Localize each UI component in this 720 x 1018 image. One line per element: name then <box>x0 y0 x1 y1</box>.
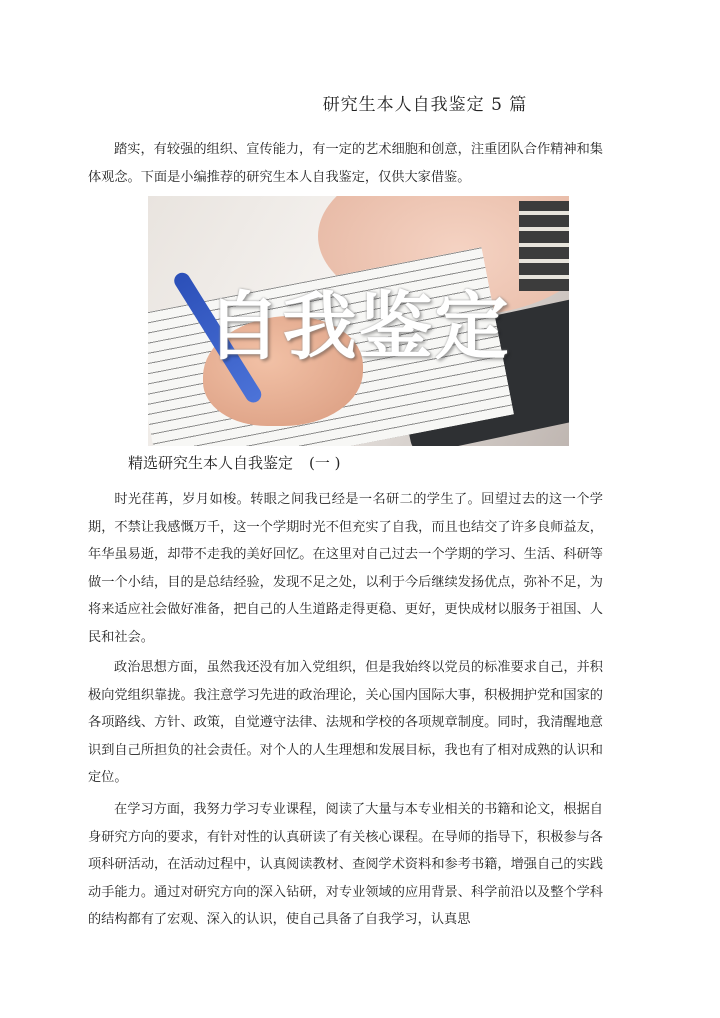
hero-overlay-text: 自我鉴定 <box>206 284 511 370</box>
body-paragraph <box>88 654 603 792</box>
paragraph-text: 时光荏苒，岁月如梭。转眼之间我已经是一名研二的学生了。回望过去的这一个学期，不禁让我感慨万千，这一个学期时光不但充实了自我，而且也结交了许多良师益友，年华虽易逝，却带不走我的美好回忆。在这里对自己过去一个学期的学习、生活、科研等做一个小结，目的是总结经验，发现不足之处，以利于今后继续发扬优点，弥补不足，为将来适应社会做好准备，把自己的人生道路走得更稳、更好，更快成材以服务于祖国、人民和社会。 <box>88 492 603 645</box>
intro-text: 踏实，有较强的组织、宣传能力，有一定的艺术细胞和创意，注重团队合作精神和集体观念。下面是小编推荐的研究生本人自我鉴定，仅供大家借鉴。 <box>88 142 603 185</box>
section-heading <box>128 452 341 473</box>
paragraph-text: 政治思想方面，虽然我还没有加入党组织，但是我始终以党员的标准要求自己，并积极向党组织靠拢。我注意学习先进的政治理论，关心国内国际大事，积极拥护党和国家的各项路线、方针、政策，自觉遵守法律、法规和学校的各项规章制度。同时，我清醒地意识到自己所担负的社会责任。对个人的人生理想和发展目标，我也有了相对成熟的认识和定位。 <box>88 660 603 785</box>
section-heading-text: 精选研究生本人自我鉴定 <box>128 454 294 472</box>
intro-paragraph <box>88 136 603 191</box>
section-heading-number: (一 ) <box>309 454 341 472</box>
paragraph-text: 在学习方面，我努力学习专业课程，阅读了大量与本专业相关的书籍和论文，根据自身研究方向的要求，有针对性的认真研读了有关核心课程。在导师的指导下，积极参与各项科研活动，在活动过程中，认真阅读教材、查阅学术资料和参考书籍，增强自己的实践动手能力。通过对研究方向的深入钻研，对专业领域的应用背景、科学前沿以及整个学科的结构都有了宏观、深入的认识，使自己具备了自我学习，认真思 <box>88 802 603 927</box>
body-paragraph <box>88 486 603 651</box>
hero-image <box>148 196 569 446</box>
body-paragraph <box>88 796 603 934</box>
document-title: 研究生本人自我鉴定 5 篇 <box>322 95 528 115</box>
